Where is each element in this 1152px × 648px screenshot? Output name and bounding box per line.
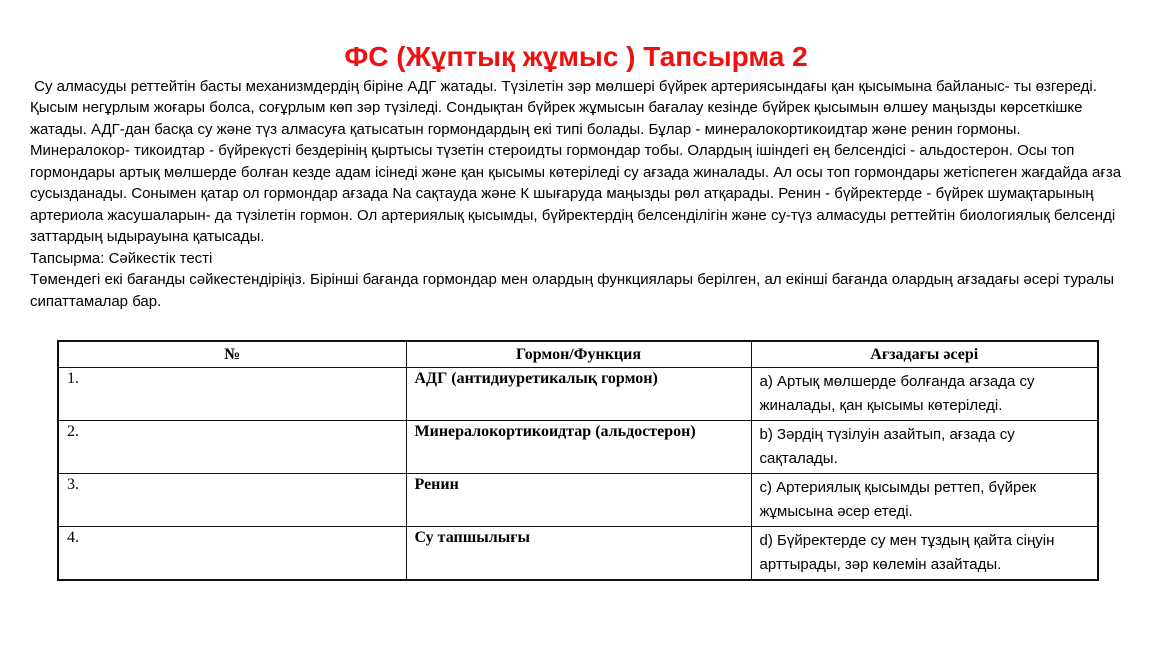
table-row <box>58 473 1098 526</box>
row-number-cell: 2. <box>58 420 406 473</box>
hormone-cell: АДГ (антидиуретикалық гормон) <box>406 367 751 420</box>
page-title: ФС (Жұптық жұмыс ) Тапсырма 2 <box>344 41 808 72</box>
col-header-number: № <box>58 341 406 367</box>
effect-cell: b) Зәрдің түзілуін азайтып, ағзада су сақталады. <box>751 420 1098 473</box>
table-row <box>58 420 1098 473</box>
row-number-cell: 4. <box>58 526 406 580</box>
row-number-cell: 3. <box>58 473 406 526</box>
effect-cell: d) Бүйректерде су мен тұздың қайта сіңуін арттырады, зәр көлемін азайтады. <box>751 526 1098 580</box>
matching-instruction: Төмендегі екі бағанды сәйкестендіріңіз. Бірінші бағанда гормондар мен олардың функциялары берілген, ал екінші бағанда олардың ағзадағы әсері туралы сипаттамалар бар. <box>30 271 1119 310</box>
matching-table <box>57 340 1099 581</box>
effect-cell: c) Артериялық қысымды реттеп, бүйрек жұмысына әсер етеді. <box>751 473 1098 526</box>
hormone-cell: Минералокортикоидтар (альдостерон) <box>406 420 751 473</box>
col-header-body-effect: Ағзадағы әсері <box>751 341 1098 367</box>
table-row <box>58 367 1098 420</box>
table-header-row <box>58 341 1098 367</box>
slide <box>0 42 1152 648</box>
table-row <box>58 526 1098 580</box>
hormone-cell: Ренин <box>406 473 751 526</box>
col-header-hormone-function: Гормон/Функция <box>406 341 751 367</box>
task-label: Тапсырма: Сәйкестік тесті <box>30 249 213 267</box>
effect-cell: a) Артық мөлшерде болғанда ағзада су жиналады, қан қысымы көтеріледі. <box>751 367 1098 420</box>
intro-paragraph: Су алмасуды реттейтін басты механизмдердің біріне АДГ жатады. Түзілетін зәр мөлшері бүйрек артериясындағы қан қысымына байланыс- ты өзгереді. Қысым негұрлым жоғары болса, соғұрлым көп зәр түзіледі. Сондықтан бүйрек жұмысын бағалау кезінде бүйрек қысымын өлшеу маңызды көрсеткішке жатады. АДГ-дан басқа су және түз алмасуға қатысатын гормондардың екі типі болады. Бұлар - минералокортикоидтар және ренин гормоны. Минералокор- тикоидтар - бүйрекүсті бездерінің қыртысы түзетін стероидты гормондар тобы. Олардың ішіндегі ең белсендісі - альдостерон. Осы топ гормондары артық мөлшерде болған кезде адам ісінеді және қан қысымы көтеріледі су ағзада жиналады. Ал осы топ гормондары жетіспеген жағдайда ағза сусызданады. Сонымен қатар ол гормондар ағзада Na сақтауда және К шығаруда маңызды рөл атқарады. Ренин - бүйректерде - бүйрек шумақтарының артериола жасушаларын- да түзілетін гормон. Ол артериялық қысымды, бүйректердің белсенділігін және су-түз алмасуды реттейтін биологиялық белсенді заттардың ыдырауына қатысады. <box>30 77 1126 246</box>
intro-text-block <box>0 76 1152 313</box>
row-number-cell: 1. <box>58 367 406 420</box>
hormone-cell: Су тапшылығы <box>406 526 751 580</box>
